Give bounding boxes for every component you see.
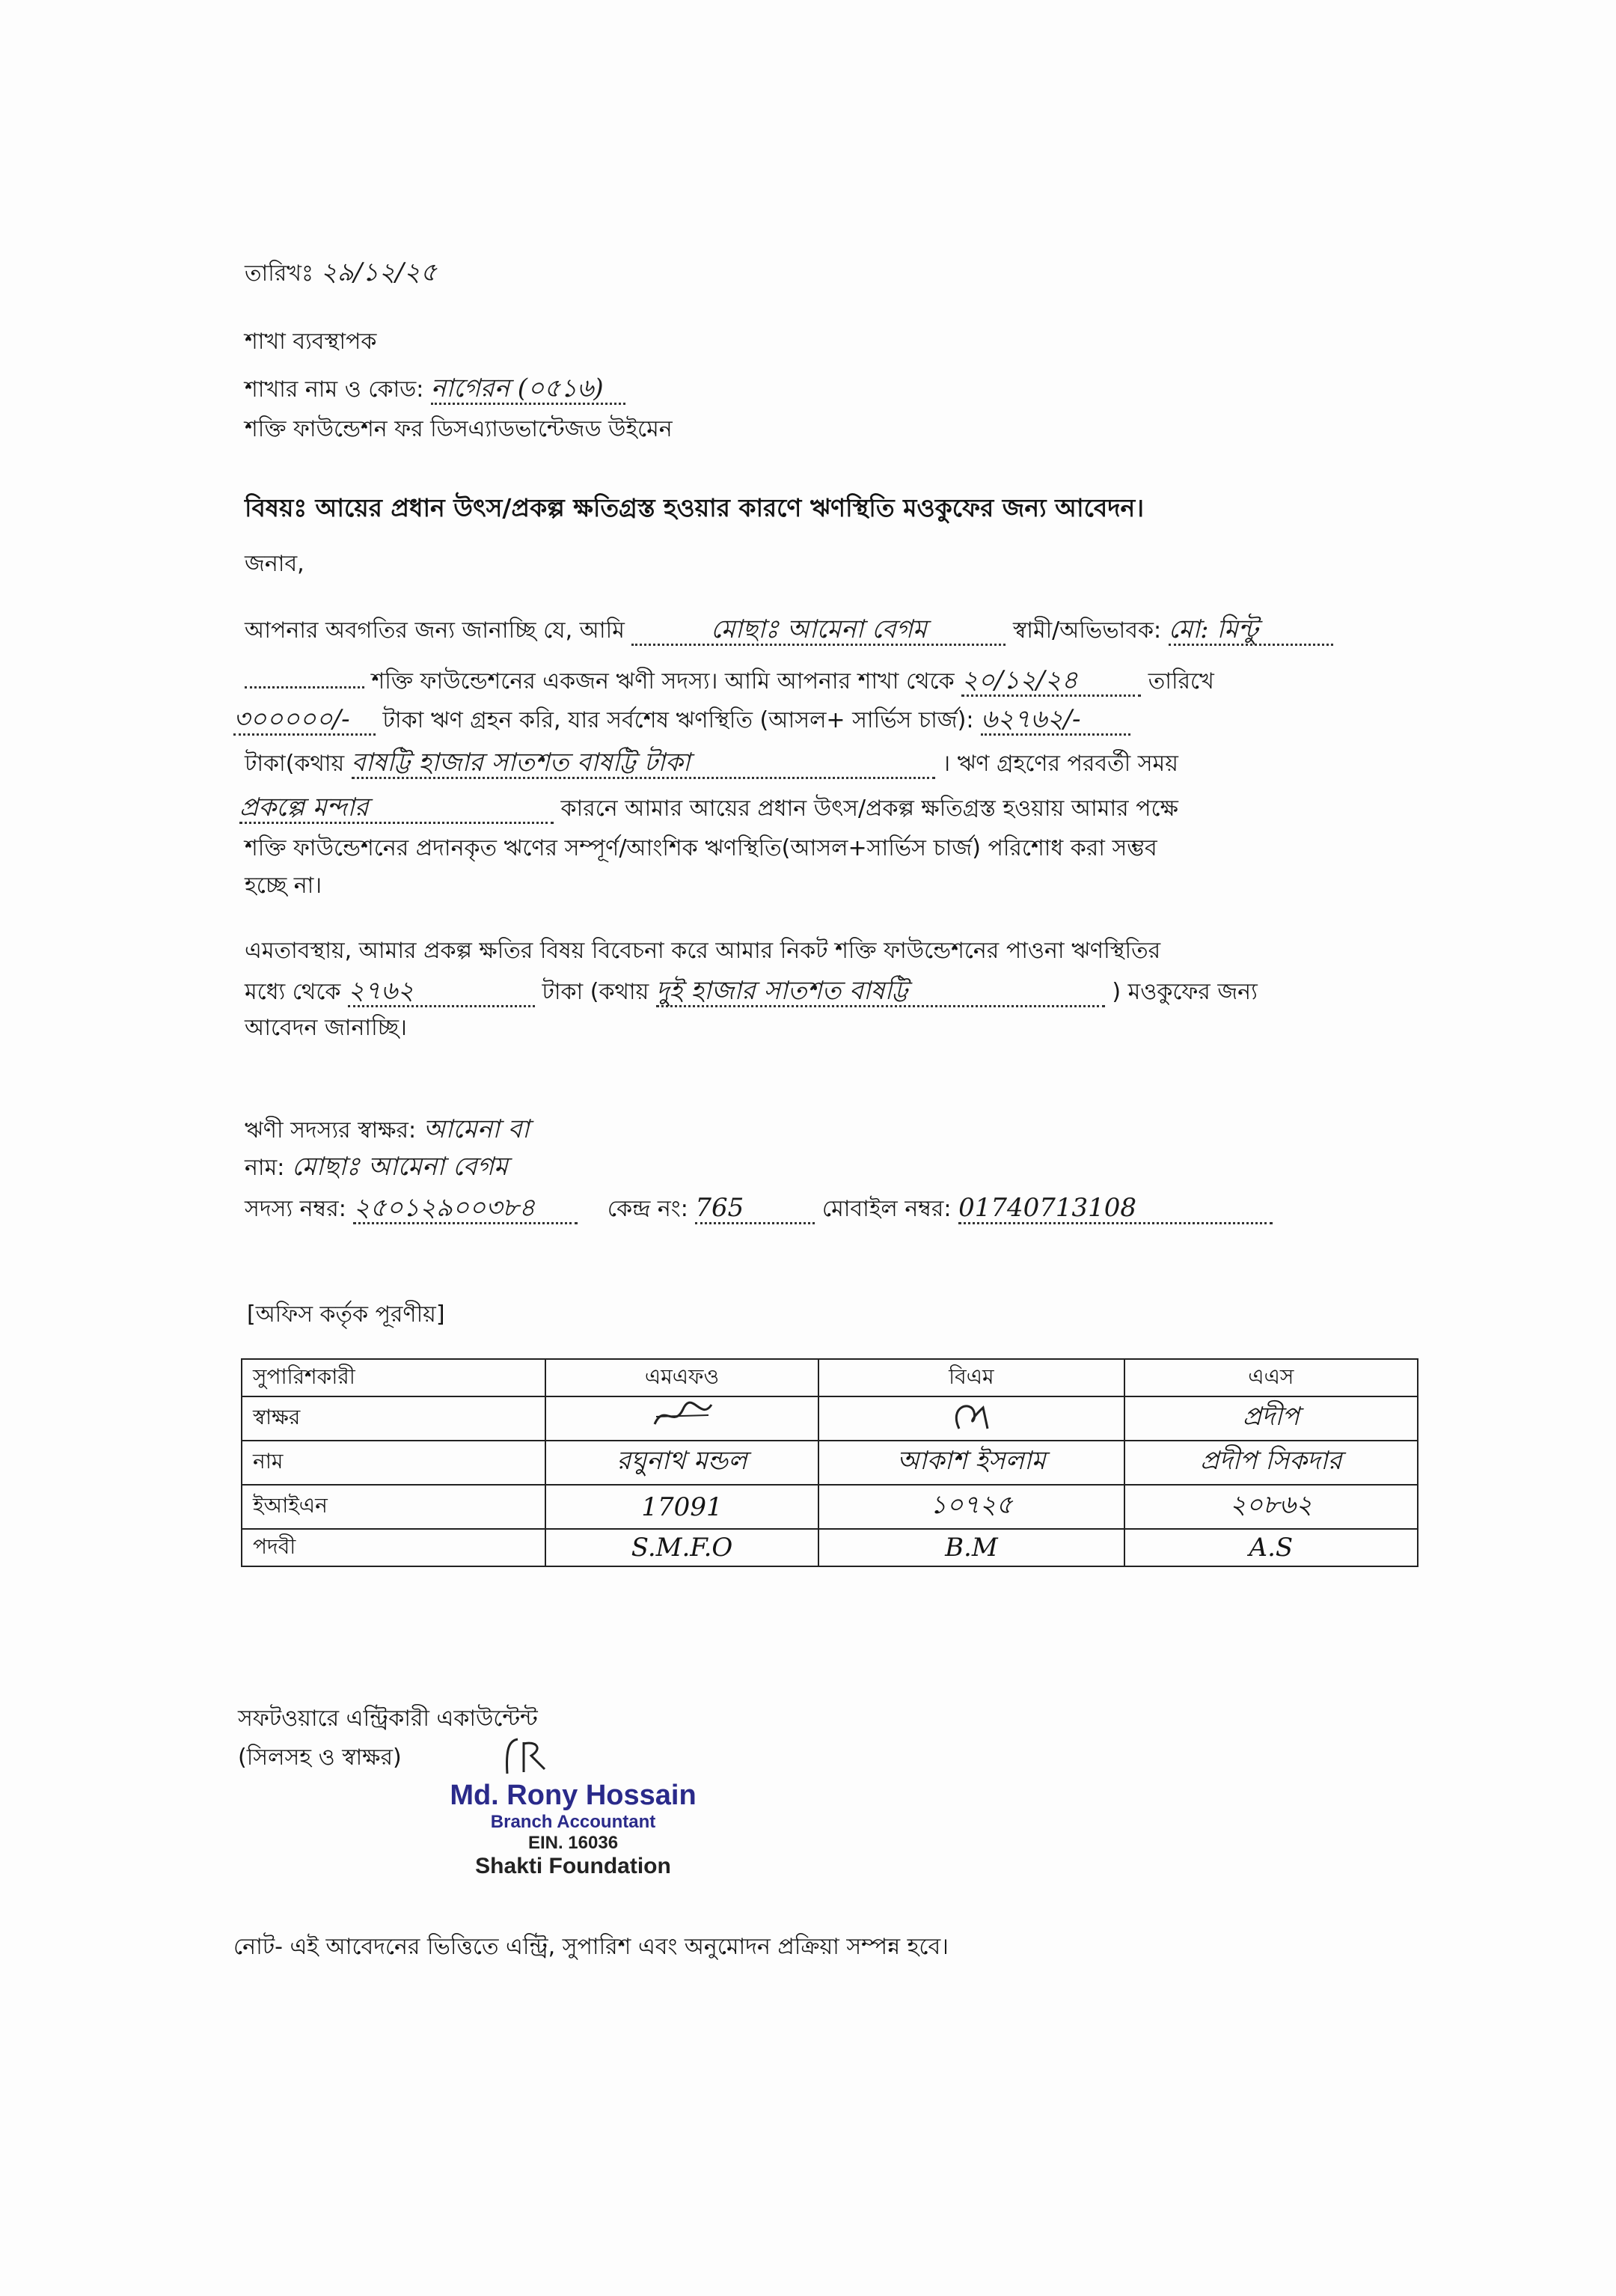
ein-cell: 17091 xyxy=(545,1485,818,1529)
waiver-amount: ২৭৬২ xyxy=(348,977,535,1007)
para1-line7: হচ্ছে না। xyxy=(245,873,322,899)
guardian-name: মো: মিন্টু xyxy=(1169,615,1333,646)
para1-text-g: । ঋণ গ্রহণের পরবর্তী সময় xyxy=(942,751,1178,777)
para2-text-d: ) মওকুফের জন্য xyxy=(1112,979,1258,1005)
mobile-no: 01740713108 xyxy=(958,1194,1273,1224)
ein-cell: ২০৮৬২ xyxy=(1124,1485,1418,1529)
table-row xyxy=(242,1396,1418,1441)
para1-line3 xyxy=(233,705,1130,736)
applicant-name: মোছাঃ আমেনা বেগম xyxy=(631,615,1006,646)
table-row xyxy=(242,1485,1418,1529)
signature-cell-mfo xyxy=(545,1396,818,1441)
signature-mark xyxy=(649,1399,716,1432)
table-row xyxy=(242,1529,1418,1566)
row-label: নাম xyxy=(242,1441,545,1485)
member-signature-line xyxy=(245,1115,530,1145)
date-label: তারিখঃ xyxy=(245,260,313,287)
para1-text-e: টাকা ঋণ গ্রহন করি, যার সর্বশেষ ঋণস্থিতি (আসল+ সার্ভিস চার্জ): xyxy=(382,707,974,733)
branch-label: শাখার নাম ও কোড: xyxy=(245,376,424,403)
accountant-seal-line: (সিলসহ ও স্বাক্ষর) xyxy=(238,1744,402,1771)
ein-cell: ১০৭২৫ xyxy=(818,1485,1124,1529)
member-signature: আমেনা বা xyxy=(423,1114,530,1144)
table-header-cell: এমএফও xyxy=(545,1359,818,1396)
para1-text-b: স্বামী/অভিভাবক: xyxy=(1012,617,1162,644)
para2-line2 xyxy=(245,977,1258,1007)
waiver-in-words: দুই হাজার সাতশত বাষট্টি xyxy=(656,977,1105,1007)
center-no: 765 xyxy=(695,1194,815,1224)
member-name: মোছাঃ আমেনা বেগম xyxy=(291,1152,508,1182)
name-cell: রঘুনাথ মন্ডল xyxy=(545,1441,818,1485)
name-cell: আকাশ ইসলাম xyxy=(818,1441,1124,1485)
accountant-stamp xyxy=(423,1780,723,1879)
salutation: জনাব, xyxy=(245,551,304,577)
branch-value: নাগেরন (০৫১৬) xyxy=(431,374,625,405)
center-label: কেন্দ্র নং: xyxy=(607,1196,688,1222)
stamp-org: Shakti Foundation xyxy=(475,1854,671,1878)
member-numbers-line xyxy=(245,1194,1273,1224)
designation-cell: A.S xyxy=(1124,1529,1418,1566)
row-label: স্বাক্ষর xyxy=(242,1396,545,1441)
signature-cell-as: প্রদীপ xyxy=(1124,1396,1418,1441)
row-label: ইআইএন xyxy=(242,1485,545,1529)
para2-line3: আবেদন জানাচ্ছি। xyxy=(245,1015,407,1041)
loan-amount: ৩০০০০০/- xyxy=(233,705,376,736)
signature-cell-bm xyxy=(818,1396,1124,1441)
para2-text-b: মধ্যে থেকে xyxy=(245,979,341,1005)
recipient-title: শাখা ব্যবস্থাপক xyxy=(245,329,377,355)
para1-line5 xyxy=(239,793,1178,824)
para1-line4 xyxy=(245,748,1178,779)
member-no-label: সদস্য নম্বর: xyxy=(245,1196,346,1222)
stamp-title: Branch Accountant xyxy=(490,1812,656,1832)
row-label: পদবী xyxy=(242,1529,545,1566)
approval-table xyxy=(241,1358,1418,1567)
para1-line6: শক্তি ফাউন্ডেশনের প্রদানকৃত ঋণের সম্পূর্ণ/আংশিক ঋণস্থিতি(আসল+সার্ভিস চার্জ) পরিশোধ করা সম্ভব xyxy=(245,835,1157,861)
para2-line1: এমতাবস্থায়, আমার প্রকল্প ক্ষতির বিষয় বিবেচনা করে আমার নিকট শক্তি ফাউন্ডেশনের পাওনা ঋণস্থিতির xyxy=(245,938,1161,964)
branch-line xyxy=(245,374,625,405)
para1-line1 xyxy=(245,615,1333,646)
stamp-ein: EIN. 16036 xyxy=(527,1833,619,1853)
para1-text-c: শক্তি ফাউন্ডেশনের একজন ঋণী সদস্য। আমি আপনার শাখা থেকে xyxy=(371,668,955,694)
member-name-line xyxy=(245,1152,508,1182)
designation-cell: B.M xyxy=(818,1529,1124,1566)
signature-mark xyxy=(941,1399,1001,1432)
note-line: নোট- এই আবেদনের ভিত্তিতে এন্ট্রি, সুপারিশ এবং অনুমোদন প্রক্রিয়া সম্পন্ন হবে। xyxy=(233,1934,949,1960)
table-header-cell: বিএম xyxy=(818,1359,1124,1396)
date-line xyxy=(245,258,437,288)
para2-text-c: টাকা (কথায় xyxy=(542,979,649,1005)
table-row xyxy=(242,1441,1418,1485)
table-header-row xyxy=(242,1359,1418,1396)
designation-cell: S.M.F.O xyxy=(545,1529,818,1566)
name-cell: প্রদীপ সিকদার xyxy=(1124,1441,1418,1485)
accountant-signature-mark xyxy=(501,1735,554,1780)
para1-text-a: আপনার অবগতির জন্য জানাচ্ছি যে, আমি xyxy=(245,617,625,644)
member-signature-label: ঋণী সদস্যর স্বাক্ষর: xyxy=(245,1117,417,1144)
org-name: শক্তি ফাউন্ডেশন ফর ডিসএ্যাডভান্টেজড উইমেন xyxy=(245,416,673,442)
table-header-cell: সুপারিশকারী xyxy=(242,1359,545,1396)
para1-text-h: কারনে আমার আয়ের প্রধান উৎস/প্রকল্প ক্ষতিগ্রস্ত হওয়ায় আমার পক্ষে xyxy=(560,796,1178,822)
table-header-cell: এএস xyxy=(1124,1359,1418,1396)
blank-dots xyxy=(245,686,364,689)
loss-reason: প্রকল্পে মন্দার xyxy=(239,793,554,824)
para1-text-d: তারিখে xyxy=(1148,668,1214,694)
member-no: ২৫০১২৯০০৩৮৪ xyxy=(353,1194,578,1224)
balance-in-words: বাষট্টি হাজার সাতশত বাষট্টি টাকা xyxy=(352,748,935,779)
para1-line2 xyxy=(245,666,1214,697)
loan-balance: ৬২৭৬২/- xyxy=(981,705,1130,736)
member-name-label: নাম: xyxy=(245,1155,285,1181)
date-value: ২৯/১২/২৫ xyxy=(320,257,437,287)
loan-date: ২০/১২/২৪ xyxy=(961,666,1141,697)
stamp-name: Md. Rony Hossain xyxy=(450,1780,697,1811)
office-heading: [অফিস কর্তৃক পূরণীয়] xyxy=(247,1301,445,1328)
para1-text-f: টাকা(কথায় xyxy=(245,751,345,777)
accountant-line: সফটওয়ারে এন্ট্রিকারী একাউন্টেন্ট xyxy=(238,1706,538,1732)
subject-line: বিষয়ঃ আয়ের প্রধান উৎস/প্রকল্প ক্ষতিগ্রস্ত হওয়ার কারণে ঋণস্থিতি মওকুফের জন্য আবেদন। xyxy=(245,493,1145,522)
mobile-label: মোবাইল নম্বর: xyxy=(821,1196,952,1222)
